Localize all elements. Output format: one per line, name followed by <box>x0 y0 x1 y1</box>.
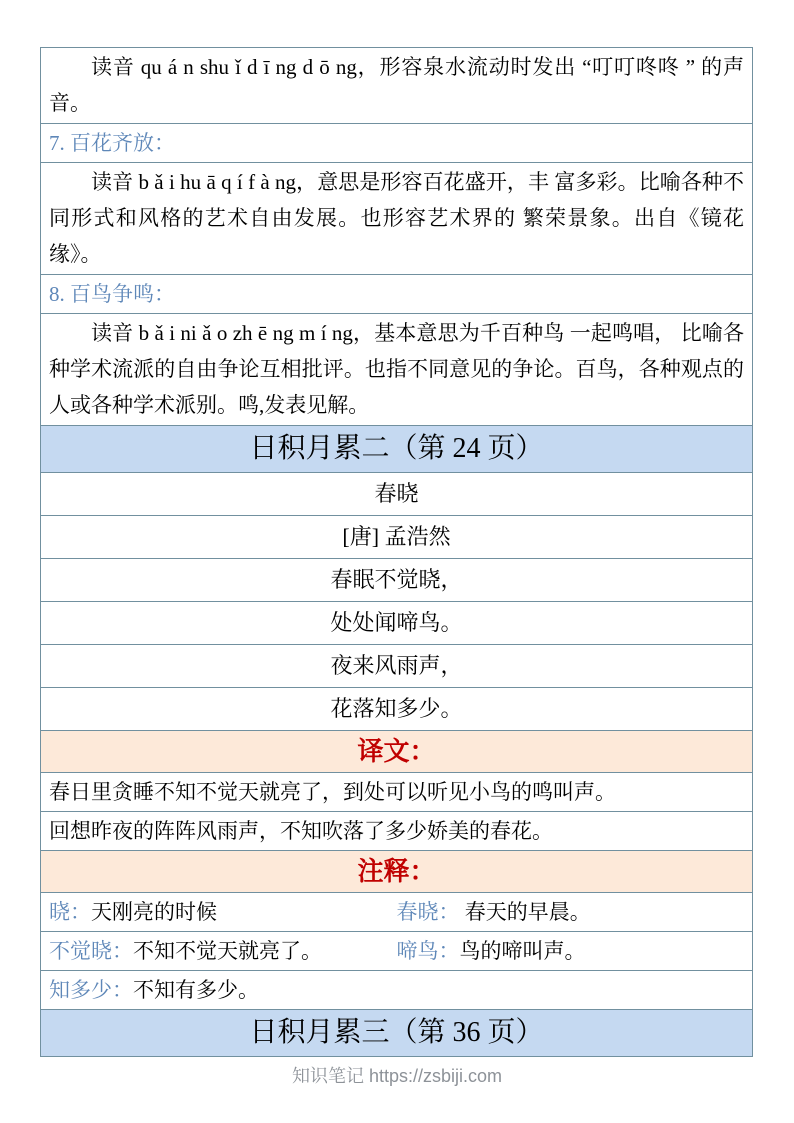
pinyin-definition-baihuaqifang: 读音 b ǎ i hu ā q í f à ng，意思是形容百花盛开，丰 富多彩。比喻各种不同形式和风格的艺术自由发展。也形容艺术界的 繁荣景象。出自《镜花缘》。 <box>41 162 752 274</box>
idiom-header-bainiaozhengming: 8. 百鸟争鸣： <box>41 274 752 313</box>
poem-title: 春晓 <box>41 472 752 515</box>
annotation-term: 春晓： <box>396 900 460 924</box>
annotation-row-2 <box>41 931 752 970</box>
pinyin-definition-quanshuidingdong: 读音 qu á n shu ǐ d ī ng d ō ng，形容泉水流动时发出 “叮叮咚咚 ” 的声音。 <box>49 55 744 115</box>
poem-author: [唐] 孟浩然 <box>41 515 752 558</box>
translation-line-1: 春日里贪睡不知不觉天就亮了，到处可以听见小鸟的鸣叫声。 <box>41 772 752 811</box>
section-banner-lesson2: 日积月累二（第 24 页） <box>41 425 752 472</box>
pinyin-definition-bainiaozhengming: 读音 b ǎ i ni ǎ o zh ē ng m í ng，基本意思为千百种鸟 一起鸣唱， 比喻各种学术流派的自由争论互相批评。也指不同意见的争论。百鸟，各种观点的人或各种学术派别。鸣,发表见解。 <box>41 313 752 425</box>
poem-line-1: 春眠不觉晓， <box>41 558 752 601</box>
section-banner-lesson3: 日积月累三（第 36 页） <box>41 1009 752 1056</box>
poem-line-3: 夜来风雨声， <box>41 644 752 687</box>
annotation-definition: 鸟的啼叫声。 <box>459 939 586 963</box>
annotation-row-1 <box>41 892 752 931</box>
annotations-header: 注释： <box>41 850 752 892</box>
annotation-definition: 不知不觉天就亮了。 <box>133 939 322 963</box>
notes-table <box>40 47 753 1057</box>
annotation-row-3 <box>41 970 752 1009</box>
annotation-term: 啼鸟： <box>396 939 460 963</box>
poem-line-4: 花落知多少。 <box>41 687 752 730</box>
annotation-definition: 春天的早晨。 <box>459 900 591 924</box>
idiom-header-baihuaqifang: 7. 百花齐放： <box>41 123 752 162</box>
annotation-tiniao <box>397 933 745 969</box>
annotation-zhiduoshao <box>49 972 397 1008</box>
translation-header: 译文： <box>41 730 752 772</box>
site-watermark: 知识笔记 https://zsbiji.com <box>291 1066 503 1086</box>
annotation-term: 晓： <box>49 900 91 924</box>
annotation-term: 不觉晓： <box>49 939 133 963</box>
annotation-chunxiao <box>397 894 745 930</box>
annotation-term: 知多少： <box>49 978 133 1002</box>
annotation-definition: 不知有多少。 <box>133 978 259 1002</box>
annotation-definition: 天刚亮的时候 <box>91 900 217 924</box>
translation-line-2: 回想昨夜的阵阵风雨声，不知吹落了多少娇美的春花。 <box>41 811 752 850</box>
poem-line-2: 处处闻啼鸟。 <box>41 601 752 644</box>
annotation-bujuexiao <box>49 933 397 969</box>
annotation-xiao <box>49 894 397 930</box>
